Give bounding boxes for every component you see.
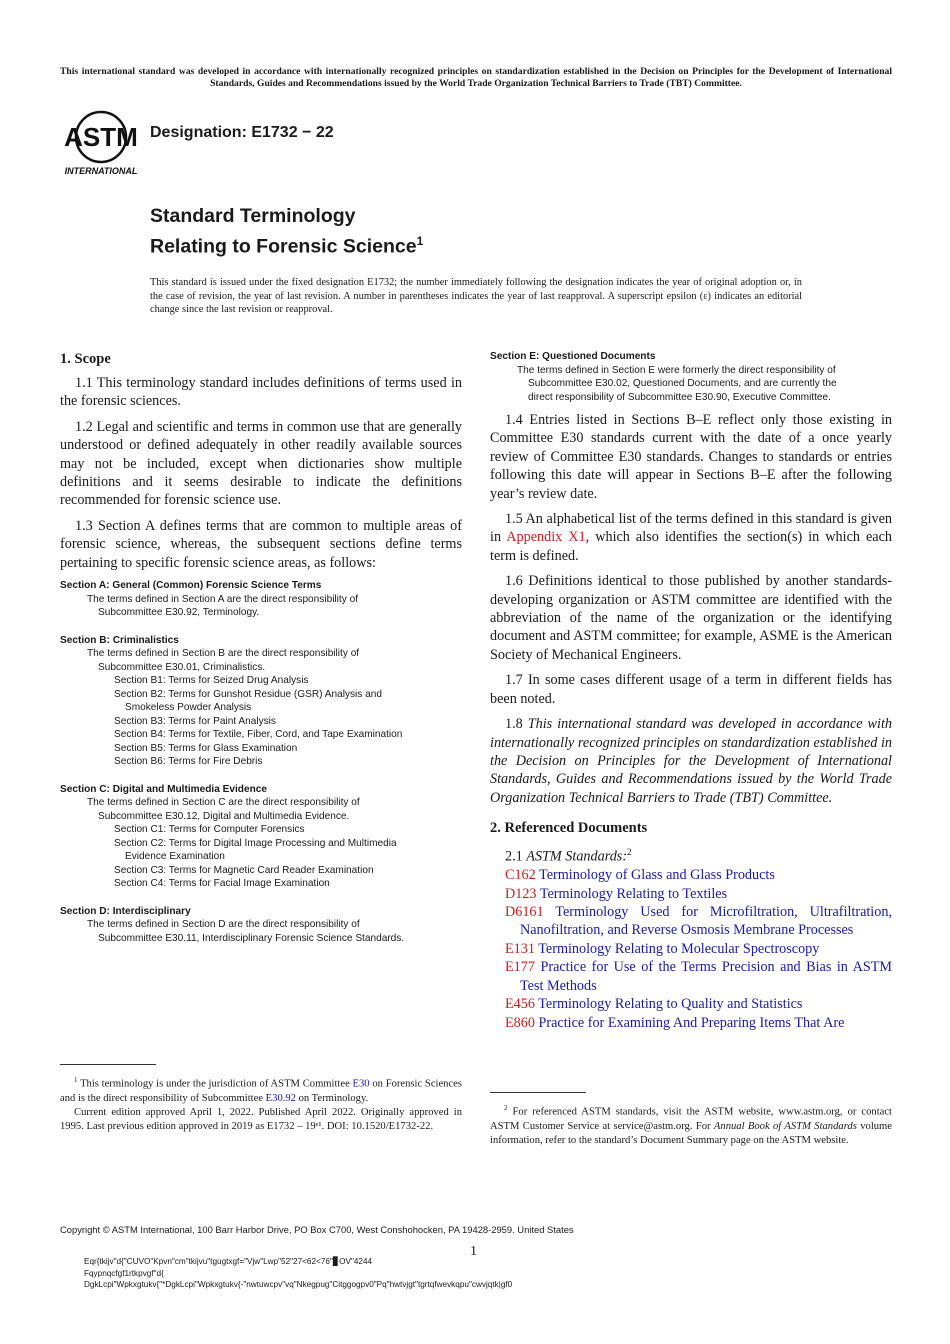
footnote-1-text-c: on Terminology. — [295, 1092, 369, 1104]
ref-item[interactable] — [490, 940, 892, 958]
section-e-desc2: Subcommittee E30.02, Questioned Documents, and are currently the — [528, 378, 837, 389]
footnote-1-mark: 1 — [74, 1076, 78, 1084]
para-1-1: 1.1 This terminology standard includes definitions of terms used in the forensic sciences. — [60, 375, 462, 410]
ref-title[interactable]: Terminology Relating to Molecular Spectroscopy — [538, 940, 820, 957]
ref-id[interactable]: D6161 — [505, 904, 544, 921]
section-c-block — [60, 783, 462, 891]
copyright: Copyright © ASTM International, 100 Barr Harbor Drive, PO Box C700, West Conshohocken, PA 19428-2959. United States — [60, 1224, 574, 1235]
footnote-1-link-e3092[interactable]: E30.92 — [265, 1092, 296, 1104]
section-c-head: Section C: Digital and Multimedia Evidence — [60, 783, 267, 795]
para-1-8-text: This international standard was developed in accordance with internationally recognized principles on standardization established in the Decision on Principles for the Development of International Standards, Guides and Recommendations issued by the World Trade Organization Technical Barriers to Trade (TBT) Committee. — [490, 716, 892, 806]
std-label: ASTM Standards: — [526, 848, 628, 865]
footnote-2-text-a: For referenced ASTM standards, visit the ASTM website, www.astm.org, or contact ASTM Customer Service at service@astm.org. For — [490, 1106, 892, 1132]
ref-title[interactable]: Terminology Used for Microfiltration, Ultrafiltration, Nanofiltration, and Reverse Osmosis Membrane Processes — [520, 904, 892, 939]
title-line2: Relating to Forensic Science — [150, 235, 417, 258]
footnote-2-mark: 2 — [504, 1104, 508, 1112]
section-c3: Section C3: Terms for Magnetic Card Reader Examination — [114, 864, 374, 876]
ref-title[interactable]: Terminology Relating to Textiles — [539, 885, 728, 902]
ref-item[interactable] — [490, 1014, 892, 1032]
section-c1: Section C1: Terms for Computer Forensics — [114, 824, 305, 836]
license-stamp — [84, 1256, 512, 1291]
para-1-6: 1.6 Definitions identical to those published by another standards-developing organization or ASTM committee are identified with the abbreviation of the name of the organization or the identifying document and ASTM committee; for example, ASME is the American Society of Mechanical Engineers. — [490, 573, 892, 663]
license-line2: Fqypnqcfgf1rtkpvgf"d{ — [84, 1268, 164, 1278]
para-1-7: 1.7 In some cases different usage of a term in different fields has been noted. — [490, 672, 892, 707]
title-footnote-mark: 1 — [416, 234, 424, 248]
footnote-2-text-b: volume information, refer to the standard’s Document Summary page on the ASTM website. — [490, 1120, 892, 1146]
section-b2-line2: Smokeless Powder Analysis — [125, 702, 252, 714]
footnote-1-text-b: on Forensic Sciences and is the direct responsibility of Subcommittee — [60, 1078, 462, 1104]
para-1-8-num: 1.8 — [505, 716, 528, 733]
section-b4: Section B4: Terms for Textile, Fiber, Cord, and Tape Examination — [114, 729, 403, 741]
footnote-1-link-e30[interactable]: E30 — [352, 1078, 370, 1090]
ref-item[interactable] — [490, 885, 892, 903]
ref-title[interactable]: Practice for Examining And Preparing Items That Are — [538, 1014, 845, 1031]
license-line3: DgkLcpi"Wpkxgtukv{"*DgkLcpi"Wpkxgtukv{-"nwtuwcpv"vq"Nkegpug"Citggogpv0"Pq"hwtvjgt"tgrtqfwevkqpu"cwvjqtk|gf0 — [84, 1280, 513, 1289]
logo-subtext: INTERNATIONAL — [64, 166, 138, 176]
license-line1: Eqr{tkijv"d{"CUVO"Kpvn"cm"tkijvu"tgugtxgf="Vjw"Lwp"52"27<62<76"▊OV"4244 — [84, 1257, 373, 1266]
section-b-head: Section B: Criminalistics — [60, 634, 179, 646]
ref-id[interactable]: D123 — [505, 885, 537, 902]
section-c2 — [60, 837, 462, 864]
referenced-heading: 2. Referenced Documents — [490, 820, 648, 837]
section-c2-line1: Section C2: Terms for Digital Image Processing and Multimedia — [114, 837, 397, 849]
section-e-head: Section E: Questioned Documents — [490, 351, 656, 362]
section-d-desc1: The terms defined in Section D are the direct responsibility of — [87, 919, 360, 931]
para-1-5-a: 1.5 An alphabetical list of the terms defined in this standard is given in — [490, 511, 892, 546]
std-num: 2.1 — [505, 848, 527, 865]
ref-title[interactable]: Practice for Use of the Terms Precision and Bias in ASTM Test Methods — [520, 959, 893, 994]
section-d-head: Section D: Interdisciplinary — [60, 905, 191, 917]
section-e-desc3: direct responsibility of Subcommittee E30.90, Executive Committee. — [528, 391, 831, 403]
section-c-desc2: Subcommittee E30.12, Digital and Multimedia Evidence. — [98, 810, 350, 822]
top-notice: This international standard was developed in accordance with internationally recognized principles on standardization established in the Decision on Principles for the Development of International Standards, Guides and Recommendations issued by the World Trade Organization Technical Barriers to Trade (TBT) Committee. — [60, 66, 892, 89]
ref-title[interactable]: Terminology Relating to Quality and Statistics — [538, 996, 803, 1013]
astm-standards-head — [490, 843, 892, 866]
section-b3: Section B3: Terms for Paint Analysis — [114, 715, 276, 727]
logo-letters: ASTM — [64, 122, 138, 152]
section-a-desc1: The terms defined in Section A are the direct responsibility of — [87, 593, 358, 605]
left-column — [60, 350, 462, 945]
footnote-rule-left — [60, 1064, 156, 1065]
section-a-head: Section A: General (Common) Forensic Science Terms — [60, 580, 322, 592]
right-column — [490, 350, 892, 1032]
section-a-desc2: Subcommittee E30.92, Terminology. — [98, 607, 260, 619]
ref-item[interactable] — [490, 903, 892, 940]
section-c-desc1: The terms defined in Section C are the direct responsibility of — [87, 797, 360, 809]
ref-id[interactable]: E456 — [505, 996, 535, 1013]
left-footnotes — [60, 1064, 462, 1134]
title-line1: Standard Terminology — [150, 205, 356, 227]
astm-logo — [60, 110, 142, 178]
section-e-desc1: The terms defined in Section E were formerly the direct responsibility of — [517, 364, 836, 376]
section-b-desc1: The terms defined in Section B are the direct responsibility of — [87, 648, 360, 660]
ref-item[interactable] — [490, 995, 892, 1013]
section-b2-line1: Section B2: Terms for Gunshot Residue (GSR) Analysis and — [114, 688, 382, 700]
section-c4: Section C4: Terms for Facial Image Examination — [114, 878, 330, 890]
para-1-4: 1.4 Entries listed in Sections B–E reflect only those existing in Committee E30 standards current with the date of a once yearly review of Committee E30 standards. Changes to standards or entries following this date will appear in Sections B–E after the following year’s review date. — [490, 412, 892, 502]
section-b6: Section B6: Terms for Fire Debris — [114, 756, 263, 768]
footnote-rule-right — [490, 1092, 586, 1093]
referenced-list — [490, 843, 892, 1032]
section-b1: Section B1: Terms for Seized Drug Analysis — [114, 675, 309, 687]
appendix-x1-link[interactable]: Appendix X1 — [506, 529, 586, 546]
para-1-3: 1.3 Section A defines terms that are common to multiple areas of forensic science, whereas, the subsequent sections define terms pertaining to specific forensic science areas, as follows: — [60, 517, 462, 571]
footnote-2-ital: Annual Book of ASTM Standards — [713, 1120, 857, 1132]
scope-heading: 1. Scope — [60, 351, 111, 367]
ref-id[interactable]: C162 — [505, 867, 536, 884]
section-e-block — [490, 350, 892, 404]
section-b-desc2: Subcommittee E30.01, Criminalistics. — [98, 661, 266, 673]
section-b5: Section B5: Terms for Glass Examination — [114, 742, 298, 754]
std-footnote-mark: 2 — [627, 847, 632, 858]
para-1-5 — [490, 510, 892, 565]
ref-id[interactable]: E177 — [505, 959, 535, 976]
footnote-1-text-a: This terminology is under the jurisdiction of ASTM Committee — [80, 1078, 353, 1090]
ref-item[interactable] — [490, 866, 892, 884]
page-number: 1 — [470, 1244, 477, 1259]
ref-id[interactable]: E860 — [505, 1014, 535, 1031]
ref-title[interactable]: Terminology of Glass and Glass Products — [539, 867, 775, 884]
section-a-block — [60, 579, 462, 620]
ref-id[interactable]: E131 — [505, 940, 535, 957]
section-b-block — [60, 634, 462, 769]
ref-item[interactable] — [490, 958, 892, 995]
section-b2 — [60, 688, 462, 715]
section-d-desc2: Subcommittee E30.11, Interdisciplinary Forensic Science Standards. — [98, 932, 405, 944]
issue-note: This standard is issued under the fixed designation E1732; the number immediately following the designation indicates the year of original adoption or, in the case of revision, the year of last revision. A number in parentheses indicates the year of last reapproval. A superscript epsilon (ε) indicates an editorial change since the last revision or reapproval. — [150, 277, 802, 315]
footnote-1-edition: Current edition approved April 1, 2022. Published April 2022. Originally approved in 1995. Last previous edition approved in 2019 as E1732 – 19ᵉ¹. DOI: 10.1520/E1732-22. — [60, 1106, 462, 1133]
section-d-block — [60, 905, 462, 946]
para-1-8 — [490, 715, 892, 807]
right-footnotes — [490, 1092, 892, 1148]
para-1-5-b: , which also identifies the section(s) in which each term is defined. — [490, 529, 892, 564]
document-title — [150, 204, 423, 260]
section-c2-line2: Evidence Examination — [125, 851, 225, 863]
designation: Designation: E1732 − 22 — [150, 124, 334, 141]
para-1-2: 1.2 Legal and scientific and terms in common use that are generally understood or defined adequately in other readily available sources may not be included, except when dictionaries show multiple definitions and it seems desirable to indicate the definitions recommended for forensic science use. — [60, 418, 462, 509]
